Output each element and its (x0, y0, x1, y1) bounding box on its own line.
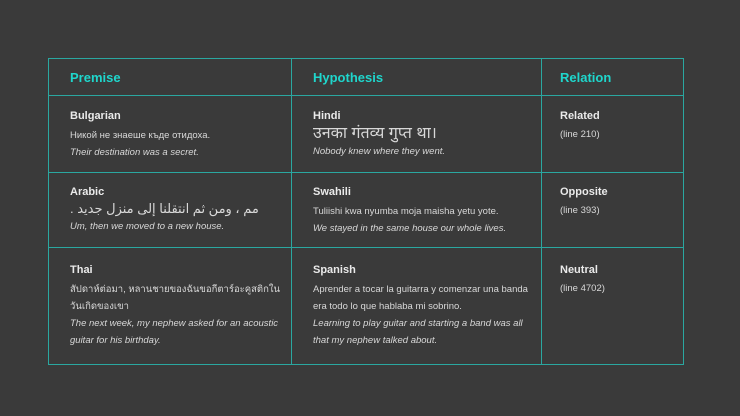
hypothesis-cell (313, 263, 541, 349)
hypothesis-language: Spanish (313, 264, 356, 276)
hypothesis-text: Aprender a tocar la guitarra y comenzar una banda era todo lo que hablaba mi sobrino. (313, 284, 528, 312)
row-divider (49, 95, 683, 96)
hypothesis-language: Hindi (313, 110, 341, 122)
column-divider (541, 59, 542, 364)
hypothesis-language: Swahili (313, 186, 351, 198)
hypothesis-translation: Learning to play guitar and starting a band was all that my nephew talked about. (313, 318, 523, 346)
header-relation: Relation (560, 70, 612, 85)
row-divider (49, 172, 683, 173)
premise-language: Bulgarian (70, 110, 121, 122)
relation-cell (560, 109, 678, 142)
hypothesis-cell (313, 185, 541, 237)
premise-text: สัปดาห์ต่อมา, หลานชายของฉันขอกีตาร์อะคูสติกในวันเกิดของเขา (70, 284, 280, 312)
hypothesis-text: Tuliishi kwa nyumba moja maisha yetu yote. (313, 206, 499, 217)
relation-label: Opposite (560, 186, 608, 198)
premise-language: Thai (70, 264, 93, 276)
header-premise: Premise (70, 70, 121, 85)
premise-text: مم ، ومن ثم انتقلنا إلى منزل جديد . (70, 201, 259, 216)
column-divider (291, 59, 292, 364)
line-reference: (line 210) (560, 129, 600, 140)
premise-cell (70, 185, 285, 235)
hypothesis-cell (313, 109, 541, 160)
translation-pairs-table (48, 58, 684, 365)
header-hypothesis: Hypothesis (313, 70, 384, 85)
premise-translation: Um, then we moved to a new house. (70, 221, 225, 232)
relation-cell (560, 185, 678, 218)
hypothesis-translation: Nobody knew where they went. (313, 146, 446, 157)
premise-cell (70, 109, 285, 161)
line-reference: (line 393) (560, 205, 600, 216)
relation-label: Related (560, 110, 600, 122)
row-divider (49, 247, 683, 248)
relation-label: Neutral (560, 264, 598, 276)
premise-text: Никой не знаеше къде отидоха. (70, 130, 211, 141)
premise-cell (70, 263, 285, 349)
premise-language: Arabic (70, 186, 105, 198)
premise-translation: The next week, my nephew asked for an acoustic guitar for his birthday. (70, 318, 279, 346)
line-reference: (line 4702) (560, 283, 605, 294)
relation-cell (560, 263, 678, 296)
hypothesis-text: उनका गंतव्य गुप्त था। (313, 125, 437, 142)
hypothesis-translation: We stayed in the same house our whole lives. (313, 223, 507, 234)
premise-translation: Their destination was a secret. (70, 147, 199, 158)
